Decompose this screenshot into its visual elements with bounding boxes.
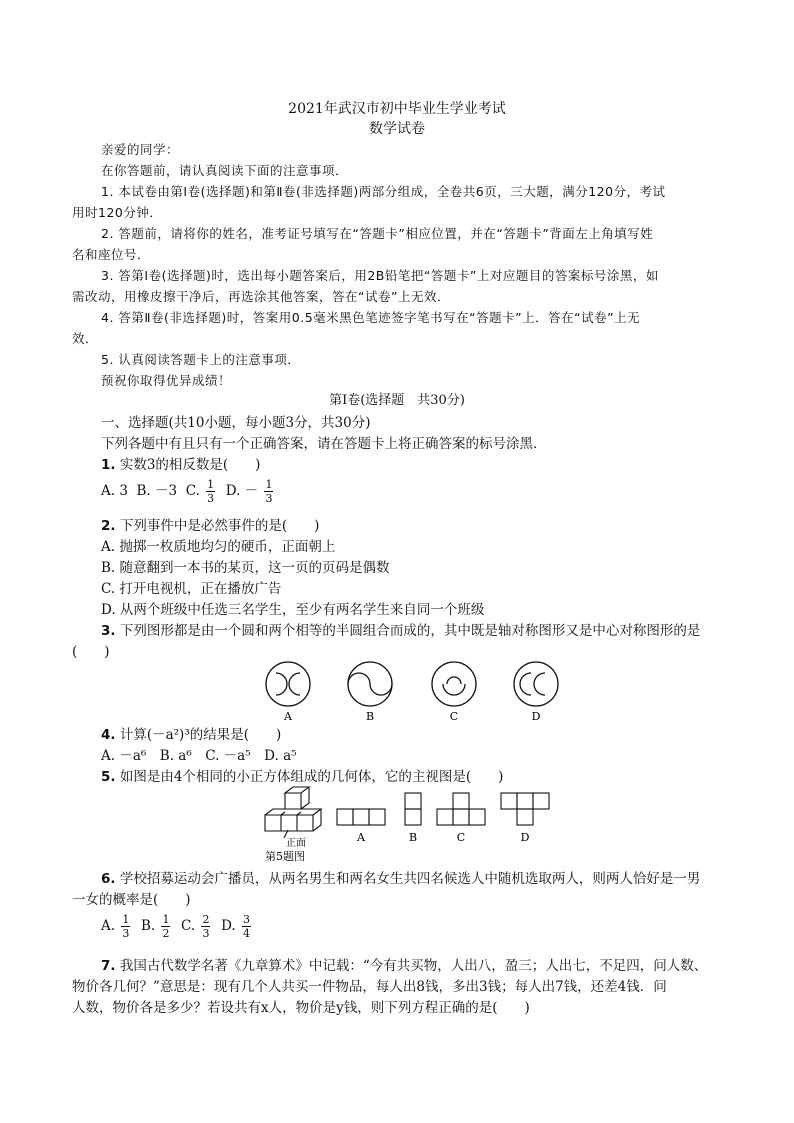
question-2 [101, 514, 319, 534]
option-d: D. 从两个班级中任选三名学生，至少有两名学生来自同一个班级 [101, 602, 485, 618]
question-7 [101, 954, 707, 974]
notice-item-5: 5. 认真阅读答题卡上的注意事项． [101, 352, 301, 367]
question-6 [101, 867, 700, 887]
question-number: 2. [101, 518, 116, 534]
figure-label-a: A [357, 831, 365, 844]
option-a-figure [337, 809, 385, 825]
q3-figure [255, 655, 565, 725]
notice-item-3: 3. 答第Ⅰ卷(选择题)时，选出每小题答案后，用2B铅笔把“答题卡”上对应题目的答案标号涂黑，如 [101, 268, 659, 283]
question-stem: 如图是由4个相同的小正方体组成的几何体，它的主视图是( ) [119, 769, 504, 785]
fraction: $\frac{2}{3}$ [202, 913, 210, 940]
notice-intro: 在你答题前，请认真阅读下面的注意事项． [101, 163, 349, 178]
question-7-cont-2: 人数，物价各是多少？若设共有x人，物价是y钱，则下列方程正确的是( ) [72, 1000, 530, 1016]
notice-greeting: 亲爱的同学： [101, 142, 180, 157]
option-d-figure [501, 793, 549, 825]
option-d: D. [221, 918, 236, 934]
figure-b [348, 662, 392, 706]
option-c: C. 打开电视机，正在播放广告 [101, 581, 282, 597]
question-number: 6. [101, 871, 116, 887]
section-heading: 一、选择题(共10小题，每小题3分，共30分) [101, 415, 371, 431]
option-a: A. 抛掷一枚质地均匀的硬币，正面朝上 [101, 539, 336, 555]
fraction: $\frac{1}{3}$ [122, 913, 130, 940]
question-stem: 实数3的相反数是( ) [119, 457, 261, 473]
front-label: 正面 [286, 838, 306, 849]
question-stem: 下列图形都是由一个圆和两个相等的半圆组合而成的，其中既是轴对称图形又是中心对称图形的是 [119, 623, 701, 639]
q5-figure [260, 786, 560, 864]
option-b: B. －3 [136, 483, 178, 499]
figure-caption: 第5题图 [265, 850, 305, 863]
figure-d [514, 662, 558, 706]
option-b-figure [405, 793, 421, 825]
fraction: $\frac{3}{4}$ [243, 913, 251, 940]
fraction: $\frac{1}{2}$ [162, 913, 170, 940]
question-number: 5. [101, 769, 116, 785]
figure-a [266, 662, 310, 706]
option-b: B. [140, 918, 156, 934]
notice-wish: 预祝你取得优异成绩！ [101, 373, 232, 388]
fraction: $\frac{1}{3}$ [265, 478, 273, 505]
question-number: 1. [101, 457, 116, 473]
figure-label-a: A [284, 710, 292, 723]
notice-item-2: 2. 答题前，请将你的姓名，准考证号填写在“答题卡”相应位置，并在“答题卡”背面左上角填写姓 [101, 226, 654, 241]
figure-label-b: B [408, 831, 418, 844]
option-b: B. 随意翻到一本书的某页，这一页的页码是偶数 [101, 560, 390, 576]
question-stem: 计算(－a²)³的结果是( ) [119, 727, 282, 743]
answer-paren: ( ) [72, 644, 110, 660]
figure-label-d: D [520, 831, 530, 844]
question-6-options [101, 913, 253, 940]
question-1 [101, 453, 260, 473]
notice-item-3-cont: 需改动，用橡皮擦干净后，再选涂其他答案，答在“试卷”上无效． [72, 289, 450, 304]
question-stem: 学校招募运动会广播员，从两名男生和两名女生共四名候选人中随机选取两人，则两人恰好是一男 [119, 871, 701, 887]
question-number: 7. [101, 958, 116, 974]
option-a: A. [101, 918, 116, 934]
exam-title: 2021年武汉市初中毕业生学业考试 [288, 101, 506, 117]
question-4 [101, 723, 281, 743]
notice-item-2-cont: 名和座位号． [72, 247, 151, 262]
question-3 [101, 619, 700, 639]
fraction: $\frac{1}{3}$ [207, 478, 215, 505]
option-c-figure [437, 793, 485, 825]
notice-item-4: 4. 答第Ⅱ卷(非选择题)时，答案用0.5毫米黑色笔迹签字笔书写在“答题卡”上．答在“试卷”上无 [101, 310, 641, 325]
figure-label-c: C [456, 831, 466, 844]
solid-figure [265, 787, 321, 838]
notice-item-4-cont: 效． [72, 331, 99, 346]
question-stem: 下列事件中是必然事件的是( ) [119, 518, 320, 534]
question-7-cont-1: 物价各几何？”意思是：现有几个人共买一件物品，每人出8钱，多出3钱；每人出7钱，还差4钱．问 [72, 979, 667, 995]
question-6-cont: 一女的概率是( ) [72, 892, 191, 908]
figure-c [432, 662, 476, 706]
question-5 [101, 765, 503, 785]
question-1-options [101, 478, 275, 505]
option-a: A. 3 [101, 483, 128, 499]
notice-item-1: 1. 本试卷由第Ⅰ卷(选择题)和第Ⅱ卷(非选择题)两部分组成，全卷共6页，三大题，满分120分，考试 [101, 184, 666, 199]
question-number: 3. [101, 623, 116, 639]
section-title: 第Ⅰ卷(选择题 共30分) [329, 393, 465, 408]
question-stem: 我国古代数学名著《九章算术》中记载：“今有共买物，人出八，盈三；人出七，不足四，问人数、 [119, 958, 708, 974]
notice-block [72, 139, 723, 391]
option-d: D. － [225, 483, 259, 499]
figure-label-b: B [365, 710, 375, 723]
question-4-options: A. －a⁶ B. a⁶ C. －a⁵ D. a⁵ [101, 748, 297, 764]
exam-subtitle: 数学试卷 [369, 121, 425, 137]
question-number: 4. [101, 727, 116, 743]
figure-label-c: C [449, 710, 459, 723]
figure-label-d: D [531, 710, 541, 723]
option-c: C. [181, 918, 196, 934]
section-instruction: 下列各题中有且只有一个正确答案，请在答题卡上将正确答案的标号涂黑． [101, 436, 547, 452]
notice-item-1-cont: 用时120分钟． [72, 205, 163, 220]
option-c: C. [185, 483, 200, 499]
